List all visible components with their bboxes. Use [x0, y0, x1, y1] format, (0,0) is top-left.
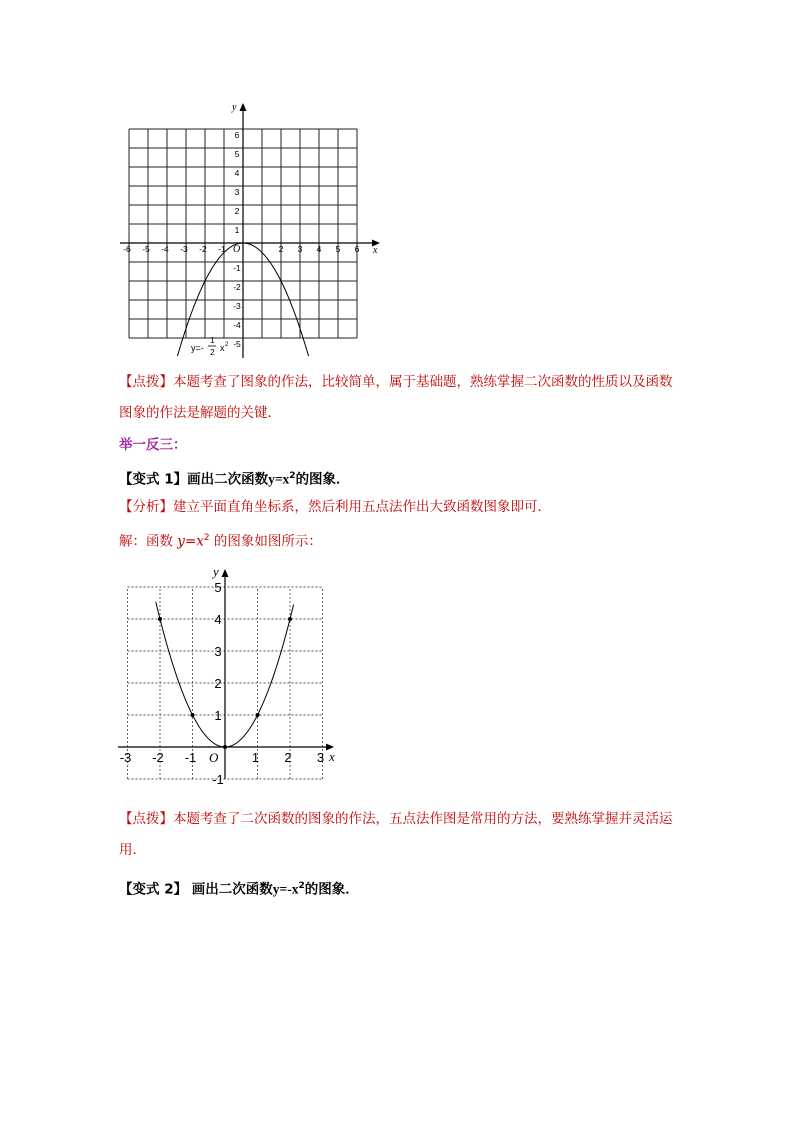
- variant-1-heading: [119, 461, 679, 496]
- variant-text-after: 的图象．: [295, 471, 350, 488]
- x-tick-label: -1: [184, 750, 197, 765]
- y-tick-label: 1: [214, 708, 222, 723]
- y-tick-label: 6: [234, 130, 240, 140]
- x-tick-label: -2: [199, 244, 207, 254]
- data-point: [256, 713, 260, 717]
- variant-exp: 2: [289, 471, 296, 481]
- y-tick-labels: [233, 130, 241, 349]
- x-tick-labels: [120, 750, 324, 765]
- x-tick-label: -3: [119, 750, 132, 765]
- x-axis-label: x: [373, 245, 378, 256]
- variant-expr: y=-x: [272, 881, 299, 897]
- y-axis-label: y: [232, 102, 237, 113]
- x-tick-label: -2: [152, 750, 164, 765]
- x-tick-label: 1: [251, 750, 260, 765]
- x-tick-label: 3: [316, 750, 325, 765]
- y-tick-label: 1: [234, 225, 240, 235]
- y-tick-label: -1: [212, 772, 224, 785]
- solution-line: [119, 523, 679, 558]
- data-point: [158, 617, 162, 621]
- y-tick-label: 2: [214, 676, 222, 691]
- y-tick-label: 2: [234, 206, 240, 216]
- y-tick-label: 5: [214, 580, 222, 595]
- origin-label: O: [233, 244, 241, 255]
- y-axis-label: y: [213, 564, 219, 579]
- variant-expr: y=x: [268, 471, 290, 487]
- x-tick-label: 4: [316, 244, 322, 254]
- x-tick-label: -5: [142, 244, 150, 254]
- variant-tag: 【变式 2】: [119, 881, 188, 898]
- tip-tag: 【点拨】: [119, 374, 173, 390]
- tip-paragraph-2: [119, 804, 679, 866]
- solution-prefix: 解：函数: [119, 533, 178, 550]
- y-tick-label: -2: [233, 282, 241, 292]
- x-tick-label: 3: [297, 244, 303, 254]
- tip-text: 本题考查了图象的作法，比较简单，属于基础题，熟练掌握二次函数的性质以及函数图象的作法是解题的关键．: [119, 374, 673, 421]
- y-tick-label: 3: [234, 187, 240, 197]
- variant-exp: 2: [298, 881, 305, 891]
- data-point: [223, 745, 227, 749]
- tip-paragraph-1: [119, 367, 679, 429]
- variant-text-after: 的图象．: [304, 881, 359, 898]
- solution-exp: 2: [203, 533, 210, 543]
- section-title: 举一反三：: [119, 437, 187, 453]
- solution-x: x: [196, 533, 204, 550]
- data-point: [191, 713, 195, 717]
- analysis-tag: 【分析】: [119, 499, 173, 515]
- x-tick-label: 2: [284, 750, 292, 765]
- variant-tag: 【变式 1】: [119, 471, 188, 488]
- x-tick-label: -4: [161, 244, 169, 254]
- solution-suffix: 的图象如图所示：: [209, 533, 322, 550]
- graph-parabola-up: [110, 560, 350, 785]
- solution-eq: =: [184, 533, 197, 550]
- tip-text: 本题考查了二次函数的图象的作法，五点法作图是常用的方法，要熟练掌握并灵活运用．: [119, 811, 673, 858]
- y-tick-label: -5: [233, 339, 241, 349]
- y-tick-label: -1: [233, 263, 241, 273]
- data-point: [288, 617, 292, 621]
- curve-label-numerator: 1: [210, 335, 215, 345]
- x-tick-labels: [123, 244, 359, 254]
- variant-text-before: 画出二次函数: [187, 471, 269, 488]
- graph-parabola-down: [110, 98, 390, 360]
- x-tick-label: -3: [180, 244, 188, 254]
- y-tick-label: 3: [214, 644, 222, 659]
- x-axis: [120, 240, 380, 247]
- x-axis-label: x: [329, 749, 335, 764]
- y-tick-label: 4: [214, 612, 222, 627]
- solution-y: y: [177, 533, 185, 550]
- curve-label-prefix: y=-: [191, 343, 204, 353]
- curve-label-var: x: [220, 343, 225, 353]
- x-tick-label: 2: [278, 244, 284, 254]
- x-tick-label: -1: [218, 244, 226, 254]
- curve-label-exponent: 2: [225, 342, 229, 348]
- variant-2-heading: [119, 871, 679, 906]
- x-tick-label: 6: [354, 244, 360, 254]
- y-tick-label: -4: [233, 320, 241, 330]
- y-tick-label: 5: [234, 149, 240, 159]
- x-tick-label: 5: [335, 244, 341, 254]
- analysis-paragraph: [119, 492, 679, 523]
- x-tick-label: -6: [123, 244, 131, 254]
- curve-label-denominator: 2: [210, 347, 215, 357]
- y-tick-label: -3: [233, 301, 241, 311]
- variant-text-before: 画出二次函数: [187, 881, 273, 898]
- analysis-text: 建立平面直角坐标系，然后利用五点法作出大致函数图象即可．: [173, 499, 551, 515]
- tip-tag: 【点拨】: [119, 811, 173, 827]
- y-tick-label: 4: [234, 168, 240, 178]
- origin-label: O: [209, 750, 219, 765]
